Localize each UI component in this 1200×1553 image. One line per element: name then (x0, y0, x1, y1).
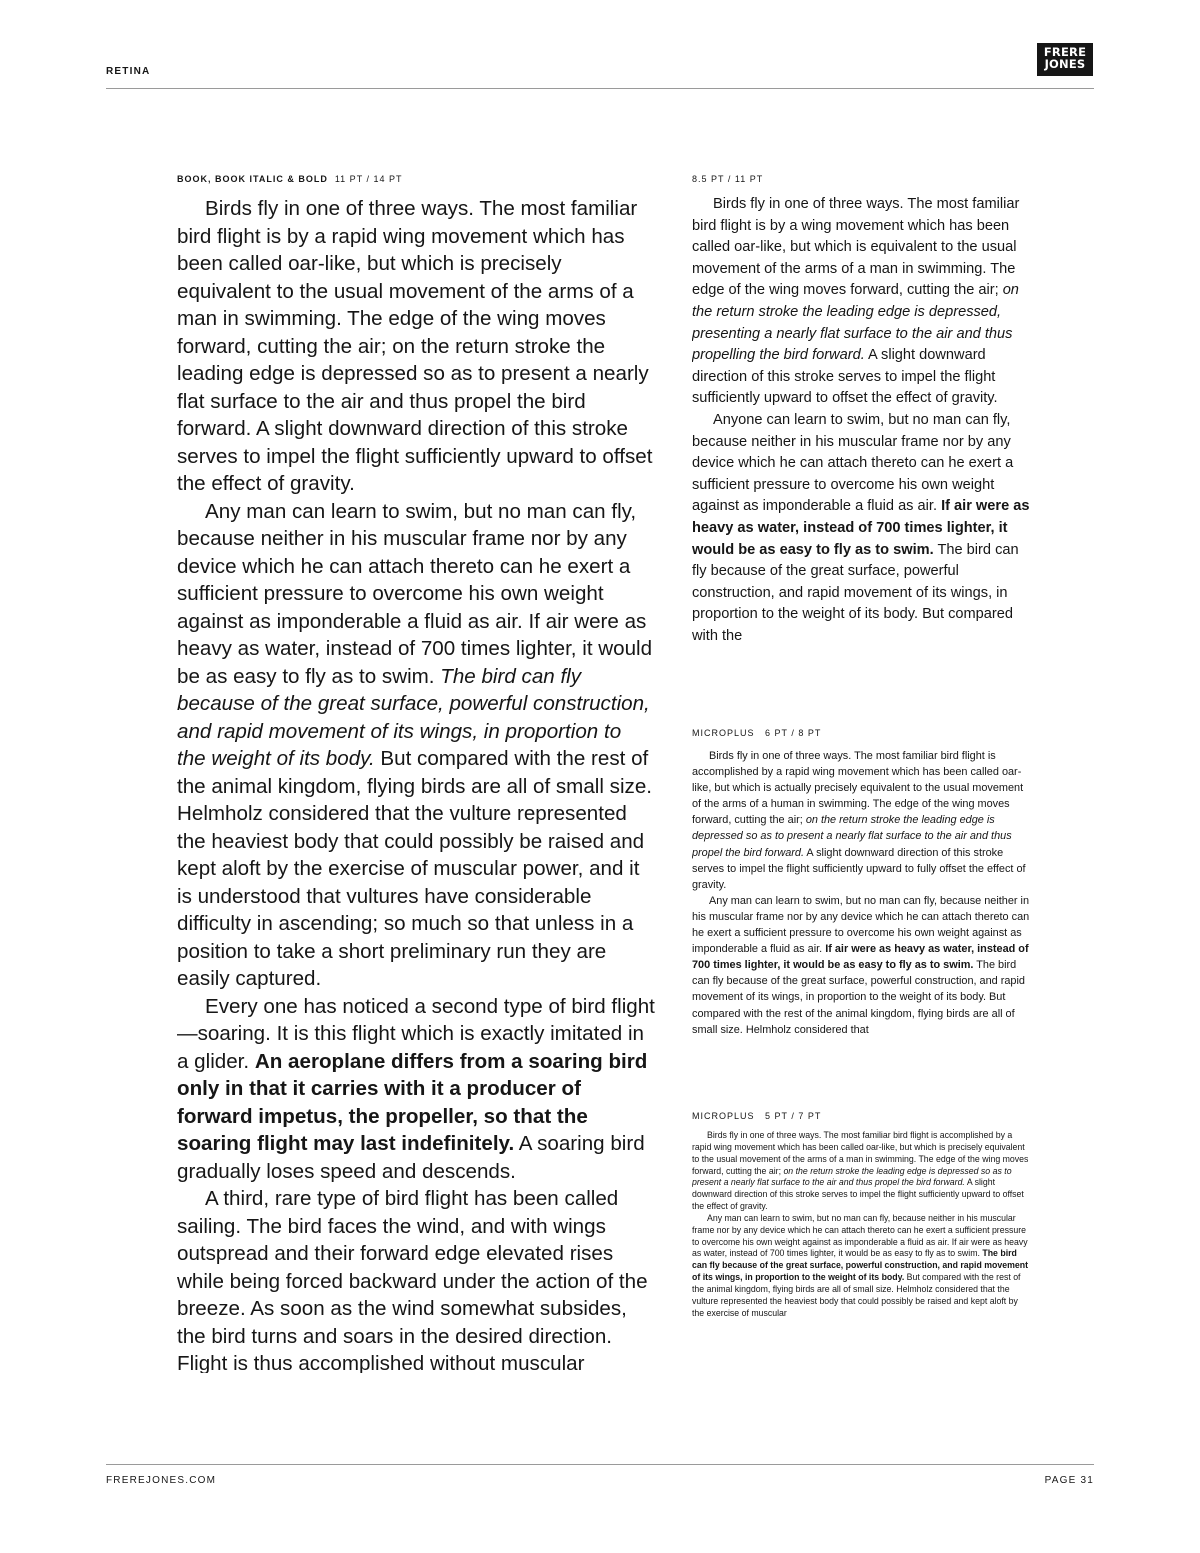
logo-line-1: FRERE (1043, 45, 1087, 59)
italic-run: The bird can fly because of the great surface, powerful construction, and rapid movement of its wings, in proportion to the weight of its body. (177, 664, 650, 770)
text-run: A soaring bird gradually loses speed and descends. (177, 1132, 645, 1183)
specimen-paragraph (692, 748, 1032, 893)
specimen-paragraph (177, 195, 655, 498)
running-head: RETINA (106, 66, 151, 77)
micro5-spec-name: MICROPLUS (692, 1111, 755, 1121)
book-spec-label (177, 174, 403, 184)
text-run: Anyone can learn to swim, but no man can fly, because neither in his muscular frame nor by any device which he can attach thereto can he exert a sufficient pressure to overcome his own weight against as imponderable a fluid as air. (692, 411, 1014, 515)
micro5-spec-size: 5 PT / 7 PT (765, 1111, 822, 1121)
specimen-paragraph (692, 410, 1032, 648)
text-run: Any man can learn to swim, but no man can fly, because neither in his muscular frame nor by any device which he can attach thereto can he exert a sufficient pressure to overcome his own weight against as imponderable a fluid as air. If air were as heavy as water, instead of 700 times lighter, it would be as easy to fly as to swim. (692, 1212, 1028, 1259)
italic-run: on the return stroke the leading edge is depressed so as to present a nearly flat surface to the air and thus propel the bird forward. (692, 814, 1012, 859)
text-run: Any man can learn to swim, but no man can fly, because neither in his muscular frame nor by any device which he can attach thereto can he exert a sufficient pressure to overcome his own weight against as imponderable a fluid as air. If air were as heavy as water, instead of 700 times lighter, it would be as easy to fly as to swim. (177, 499, 653, 688)
text-run: A third, rare type of bird flight has been called sailing. The bird faces the wind, and with wings outspread and their forward edge elevated rises while being forced backward under the action of the breeze. As soon as the wind somewhat subsides, the bird turns and soars in the desired direction. Flight is thus accomplished without muscular (177, 1187, 648, 1373)
text-run: A slight downward direction of this stroke serves to impel the flight sufficiently upward to offset the effect of gravity. (692, 1177, 1024, 1212)
specimen-paragraph (177, 1185, 655, 1373)
text-run: But compared with the rest of the animal kingdom, flying birds are all of small size. Helmholz considered that the vulture represented the heaviest body that could possibly be raised and kept aloft by the exercise of muscular (692, 1272, 1021, 1318)
text-run: The bird can fly because of the great surface, powerful construction, and rapid movement of its wings, in proportion to the weight of its body. But compared with the rest of the animal kingdom, flying birds are all of small size. Helmholz considered that (692, 959, 1025, 1036)
book-specimen-text (177, 195, 655, 1373)
header-rule (106, 88, 1094, 89)
italic-run: on the return stroke the leading edge is depressed so as to present a nearly flat surface to the air and thus propel the bird forward. (692, 1165, 1012, 1188)
micro6-spec-name: MICROPLUS (692, 728, 755, 738)
micro6-specimen-text (692, 748, 1032, 1072)
micro5-spec-label (692, 1111, 821, 1121)
text-run: Birds fly in one of three ways. The most familiar bird flight is accomplished by a rapid wing movement which has been called oar-like, but which is actually precisely equivalent to the usual movement of the arms of a human in swimming. The edge of the wing moves forward, cutting the air; (692, 750, 1024, 827)
text-run: Any man can learn to swim, but no man can fly, because neither in his muscular frame nor by any device which he can attach thereto can he exert a sufficient pressure to overcome his own weight against as imponderable a fluid as air. (692, 894, 1030, 956)
micro6-spec-size: 6 PT / 8 PT (765, 728, 822, 738)
text-run: The bird can fly because of the great surface, powerful construction, and rapid movement of its wings, in proportion to the weight of its body. But compared with the (692, 541, 1019, 644)
specimen-paragraph (692, 194, 1032, 410)
bold-run: The bird can fly because of the great surface, powerful construction, and rapid movement of its wings, in proportion to the weight of its body. (692, 1248, 1028, 1283)
specimen-paragraph (692, 893, 1032, 1038)
micro6-spec-label (692, 728, 821, 738)
specimen-paragraph (177, 993, 655, 1186)
medium-spec-label (692, 174, 763, 184)
text-run: But compared with the rest of the animal kingdom, flying birds are all of small size. Helmholz considered that the vulture represented the heaviest body that could possibly be raised and kept aloft by the exercise of muscular power, and it is understood that vultures have considerable difficulty in ascending; so much so that unless in a position to take a short preliminary run they are easily captured. (177, 747, 653, 990)
footer-rule (106, 1464, 1094, 1465)
specimen-paragraph (692, 1130, 1032, 1213)
medium-spec-size: 8.5 PT / 11 PT (692, 174, 764, 184)
text-run: Birds fly in one of three ways. The most familiar bird flight is by a wing movement which has been called oar-like, but which is equivalent to the usual movement of the arms of a man in swimming. The edge of the wing moves forward, cutting the air; (692, 196, 1020, 299)
medium-specimen-text (692, 194, 1032, 688)
text-run: A slight downward direction of this stroke serves to impel the flight sufficiently upward to fully offset the effect of gravity. (692, 846, 1026, 891)
footer-site: FREREJONES.COM (106, 1475, 217, 1486)
text-run: Every one has noticed a second type of bird flight—soaring. It is this flight which is exactly imitated in a glider. (177, 994, 655, 1073)
micro5-specimen-text (692, 1130, 1032, 1372)
specimen-paragraph (177, 498, 655, 993)
italic-run: on the return stroke the leading edge is depressed, presenting a nearly flat surface to the air and thus propelling the bird forward. (692, 282, 1019, 364)
logo-line-2: JONES (1044, 57, 1086, 71)
text-run: Birds fly in one of three ways. The most familiar bird flight is by a rapid wing movement which has been called oar-like, but which is precisely equivalent to the usual movement of the arms of a man in swimming. The edge of the wing moves forward, cutting the air; on the return stroke the leading edge is depressed so as to present a nearly flat surface to the air and thus propel the bird forward. A slight downward direction of this stroke serves to impel the flight sufficiently upward to offset the effect of gravity. (177, 197, 653, 495)
footer-page-number: PAGE 31 (1044, 1475, 1094, 1486)
book-spec-styles: BOOK, BOOK ITALIC & BOLD (177, 174, 328, 184)
bold-run: An aeroplane differs from a soaring bird only in that it carries with it a producer of forward impetus, the propeller, so that the soaring flight may last indefinitely. (177, 1049, 648, 1155)
bold-run: If air were as heavy as water, instead of 700 times lighter, it would be as easy to fly as to swim. (692, 498, 1030, 558)
specimen-paragraph (692, 1213, 1032, 1320)
text-run: Birds fly in one of three ways. The most familiar bird flight is accomplished by a rapid wing movement which has been called oar-like, but which is precisely equivalent to the usual movement of the arms of a man in swimming. The edge of the wing moves forward, cutting the air; (692, 1130, 1029, 1176)
frere-jones-logo (1037, 43, 1093, 76)
book-spec-size: 11 PT / 14 PT (334, 174, 403, 184)
text-run: A slight downward direction of this stroke serves to impel the flight sufficiently upward to offset the effect of gravity. (692, 347, 998, 407)
bold-run: If air were as heavy as water, instead of 700 times lighter, it would be as easy to fly as to swim. (692, 943, 1029, 972)
